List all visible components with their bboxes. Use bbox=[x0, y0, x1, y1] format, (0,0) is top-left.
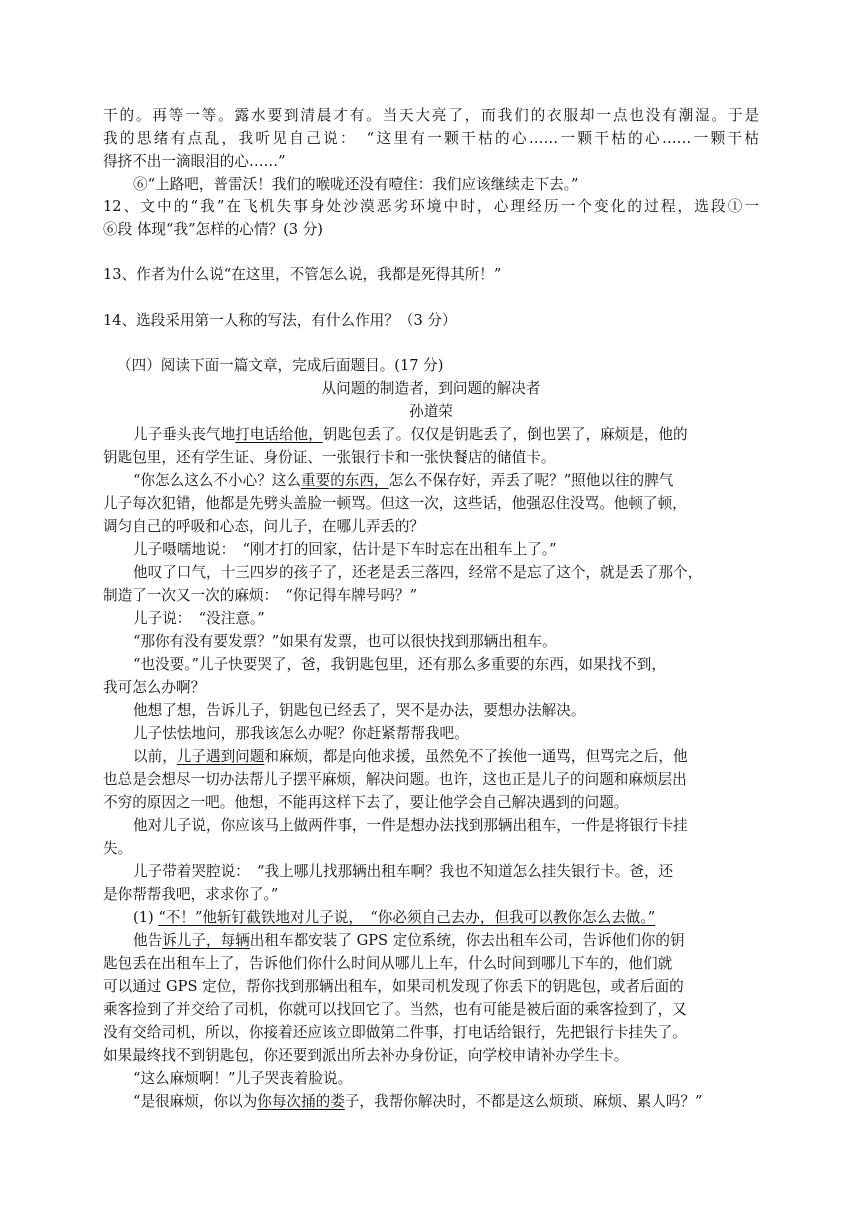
text-line: “也没要。”儿子快要哭了，爸，我钥匙包里，还有那么多重要的东西，如果找不到， bbox=[133, 656, 666, 673]
text-line: 干的。再等一等。露水要到清晨才有。当天大亮了，而我们的衣服却一点也没有潮湿。于是 bbox=[103, 107, 759, 124]
text-line: 调匀自己的呼吸和心态，问儿子，在哪儿弄丢的？ bbox=[103, 518, 425, 535]
text-line: 如果最终找不到钥匙包，你还要到派出所去补办身份证，向学校申请补办学生卡。 bbox=[103, 1047, 629, 1064]
text-line: 得挤不出一滴眼泪的心……” bbox=[103, 153, 286, 170]
text-line: 没有交给司机，所以，你接着还应该立即做第二件事，打电话给银行，先把银行卡挂失了。 bbox=[103, 1024, 687, 1041]
text-line: 儿子说： “没注意。” bbox=[133, 610, 265, 627]
underlined-phrase: 重要的东西， bbox=[301, 472, 389, 489]
underlined-phrase: 你每次捅的娄 bbox=[257, 1093, 345, 1110]
underlined-phrase: 打电话给他， bbox=[235, 426, 323, 443]
text-line: “那你有没有要发票？”如果有发票，也可以很快找到那辆出租车。 bbox=[133, 633, 557, 650]
article-title: 从问题的制造者，到问题的解决者 bbox=[321, 380, 541, 397]
text-line: 也总是会想尽一切办法帮儿子摆平麻烦，解决问题。也许，这也正是儿子的问题和麻烦层出 bbox=[103, 771, 687, 788]
text-line: 钥匙包里，还有学生证、身份证、一张银行卡和一张快餐店的储值卡。 bbox=[103, 449, 556, 466]
text-line: (1) “不！”他斩钉截铁地对儿子说， “你必须自己去办，但我可以教你怎么去做。” bbox=[133, 909, 656, 926]
text-line: 是你帮帮我吧，求求你了。” bbox=[103, 886, 279, 903]
text-line: 儿子每次犯错，他都是先劈头盖脸一顿骂。但这一次，这些话，他强忍住没骂。他顿了顿， bbox=[103, 495, 687, 512]
text-line: 我的思绪有点乱，我听见自己说： “这里有一颗干枯的心……一颗干枯的心……一颗干枯 bbox=[103, 130, 759, 147]
text-line: 失。 bbox=[103, 840, 133, 857]
underlined-phrase: 儿子遇到问题 bbox=[176, 748, 265, 765]
text-line: 他告诉儿子，每辆出租车都安装了 GPS 定位系统，你去出租车公司，告诉他们你的钥 bbox=[133, 932, 685, 949]
section-heading: （四）阅读下面一篇文章，完成后面题目。(17 分) bbox=[117, 357, 444, 374]
text-line: 可以通过 GPS 定位，帮你找到那辆出租车，如果司机发现了你丢下的钥匙包，或者后面的 bbox=[103, 978, 684, 995]
text-line: ⑥“上路吧，普雷沃！我们的喉咙还没有噎住：我们应该继续走下去。” bbox=[133, 176, 579, 193]
text-line: 乘客捡到了并交给了司机，你就可以找回它了。当然，也有可能是被后面的乘客捡到了，又 bbox=[103, 1001, 687, 1018]
question-14: 14、选段采用第一人称的写法，有什么作用？（3 分） bbox=[103, 312, 457, 329]
text-line: 他对儿子说，你应该马上做两件事，一件是想办法找到那辆出租车，一件是将银行卡挂 bbox=[133, 817, 688, 834]
question-12: 12、文中的“我”在飞机失事身处沙漠恶劣环境中时，心理经历一个变化的过程，选段①一 bbox=[103, 198, 759, 215]
article-author: 孙道荣 bbox=[409, 403, 453, 420]
text-line: 制造了一次又一次的麻烦： “你记得车牌号吗？” bbox=[103, 587, 418, 604]
text-line: 他想了想，告诉儿子，钥匙包已经丢了，哭不是办法，要想办法解决。 bbox=[133, 702, 586, 719]
text-line: “是很麻烦，你以为你每次捅的娄子，我帮你解决时，不都是这么烦琐、麻烦、累人吗？” bbox=[133, 1093, 703, 1110]
text-line: 他叹了口气，十三四岁的孩子了，还老是丢三落四，经常不是忘了这个，就是丢了那个， bbox=[133, 564, 703, 581]
question-13: 13、作者为什么说“在这里，不管怎么说，我都是死得其所！” bbox=[103, 266, 502, 283]
underlined-phrase: 诉儿子，每辆 bbox=[162, 932, 250, 949]
text-line: 儿子嗫嚅地说： “刚才打的回家，估计是下车时忘在出租车上了。” bbox=[133, 541, 557, 558]
text-line: “你怎么这么不小心？这么重要的东西，怎么不保存好，弄丢了呢？”照他以往的脾气 bbox=[133, 472, 674, 489]
text-line: 儿子怯怯地问，那我该怎么办呢？你赶紧帮帮我吧。 bbox=[133, 725, 469, 742]
text-line: 匙包丢在出租车上了，告诉他们你什么时间从哪儿上车，什么时间到哪儿下车的，他们就 bbox=[103, 955, 673, 972]
text-line: ⑥段 体现“我”怎样的心情？(3 分) bbox=[103, 221, 323, 238]
text-line: 儿子带着哭腔说： “我上哪儿找那辆出租车啊？我也不知道怎么挂失银行卡。爸，还 bbox=[133, 863, 674, 880]
text-line: 以前，儿子遇到问题和麻烦，都是向他求援，虽然免不了挨他一通骂，但骂完之后，他 bbox=[133, 748, 688, 765]
text-line: 我可怎么办啊？ bbox=[103, 679, 206, 696]
text-line: “这么麻烦啊！”儿子哭丧着脸说。 bbox=[133, 1070, 353, 1087]
text-line: 儿子垂头丧气地打电话给他，钥匙包丢了。仅仅是钥匙丢了，倒也罢了，麻烦是，他的 bbox=[133, 426, 688, 443]
underlined-sentence: “不！”他斩钉截铁地对儿子说， “你必须自己去办，但我可以教你怎么去做。” bbox=[158, 909, 656, 926]
text-line: 不穷的原因之一吧。他想，不能再这样下去了，要让他学会自己解决遇到的问题。 bbox=[103, 794, 629, 811]
